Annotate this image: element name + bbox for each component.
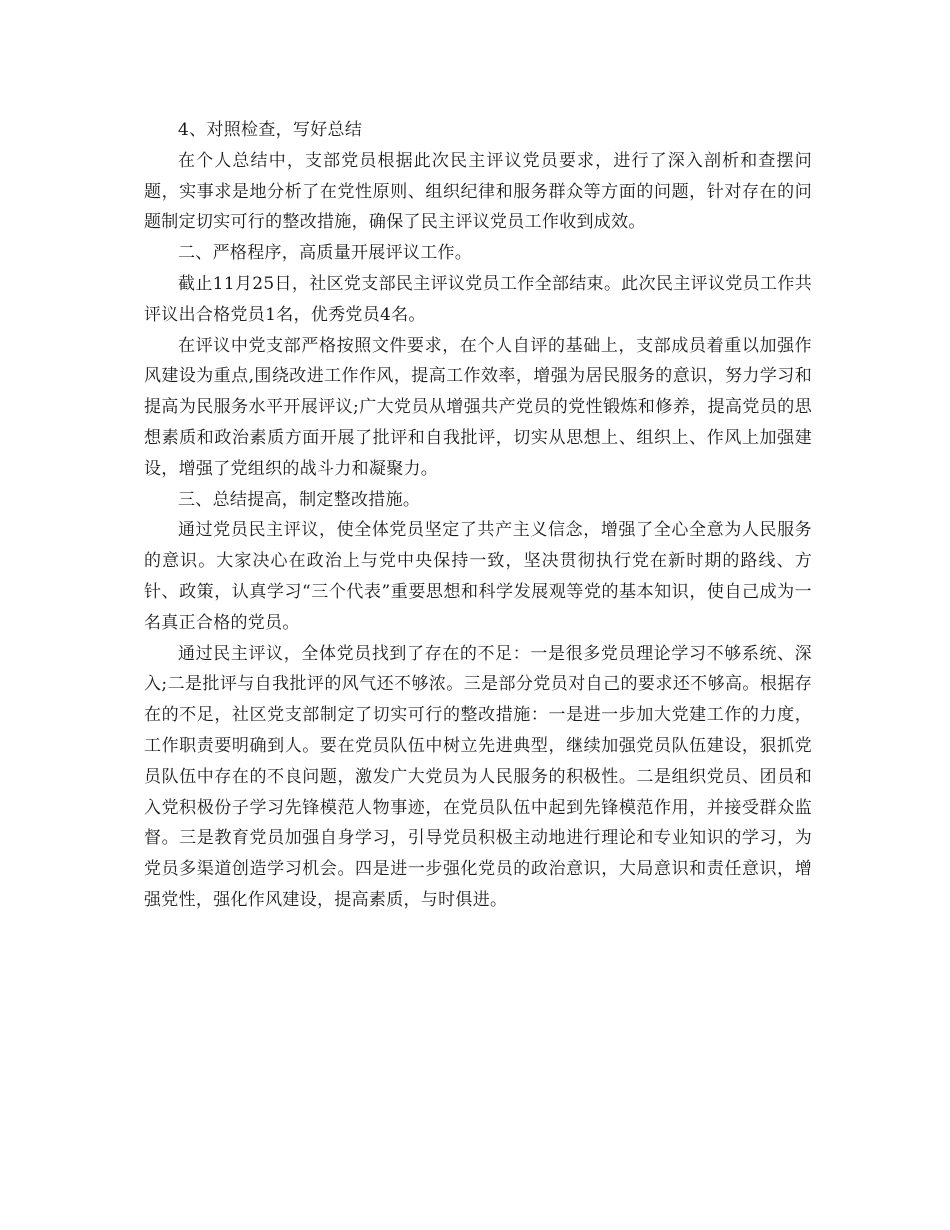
- paragraph-shortcomings-measures: 通过民主评议，全体党员找到了存在的不足：一是很多党员理论学习不够系统、深入;二是批评与自我批评的风气还不够浓。三是部分党员对自己的要求还不够高。根据存在的不足，社区党支部制定了切实可行的整改措施：一是进一步加大党建工作的力度，工作职责要明确到人。要在党员队伍中树立先进典型，继续加强党员队伍建设，狠抓党员队伍中存在的不良问题，激发广大党员为人民服务的积极性。二是组织党员、团员和入党积极份子学习先锋模范人物事迹，在党员队伍中起到先锋模范作用，并接受群众监督。三是教育党员加强自身学习，引导党员积极主动地进行理论和专业知识的学习，为党员多渠道创造学习机会。四是进一步强化党员的政治意识，大局意识和责任意识，增强党性，强化作风建设，提高素质，与时俱进。: [144, 643, 812, 910]
- section-heading-review-summary: 4、对照检查，写好总结: [178, 120, 363, 140]
- paragraph-personal-summary: 在个人总结中，支部党员根据此次民主评议党员要求，进行了深入剖析和查摆问题，实事求是地分析了在党性原则、组织纪律和服务群众等方面的问题，针对存在的问题制定切实可行的整改措施，确保了民主评议党员工作收到成效。: [144, 150, 812, 233]
- section-heading-rectification: 三、总结提高，制定整改措施。: [178, 489, 421, 510]
- paragraph-review-process: 在评议中党支部严格按照文件要求，在个人自评的基础上，支部成员着重以加强作风建设为重点,围绕改进工作作风，提高工作效率，增强为居民服务的意识，努力学习和提高为民服务水平开展评议;广大党员从增强共产党员的党性锻炼和修养，提高党员的思想素质和政治素质方面开展了批评和自我批评，切实从思想上、组织上、作风上加强建设，增强了党组织的战斗力和凝聚力。: [144, 335, 812, 479]
- document-body: [144, 115, 812, 916]
- paragraph-beliefs: 通过党员民主评议，使全体党员坚定了共产主义信念，增强了全心全意为人民服务的意识。大家决心在政治上与党中央保持一致，坚决贯彻执行党在新时期的路线、方针、政策，认真学习“三个代表”重要思想和科学发展观等党的基本知识，使自己成为一名真正合格的党员。: [144, 520, 812, 633]
- section-heading-strict-procedure: 二、严格程序，高质量开展评议工作。: [178, 243, 473, 264]
- paragraph-review-results: 截止11月25日，社区党支部民主评议党员工作全部结束。此次民主评议党员工作共评议出合格党员1名，优秀党员4名。: [144, 273, 812, 325]
